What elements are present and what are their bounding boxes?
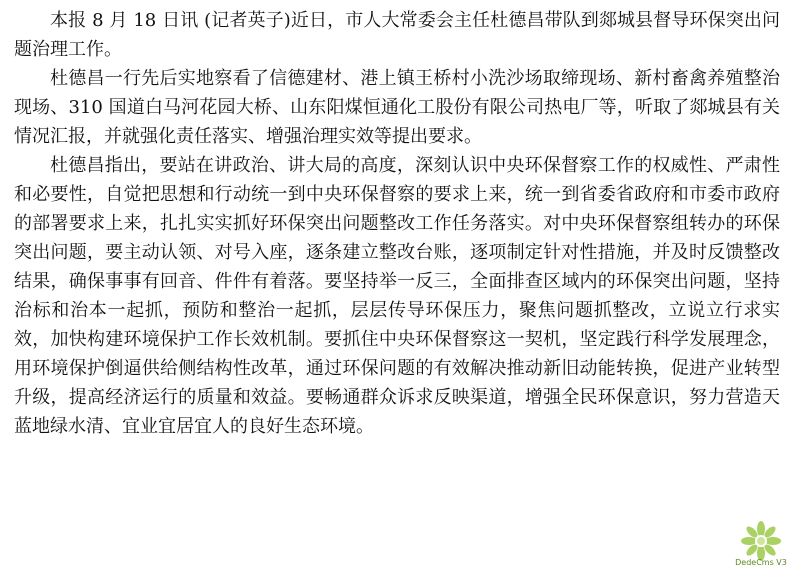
paragraph-lead: 本报 8 月 18 日讯 (记者英子)近日，市人大常委会主任杜德昌带队到郯城县督导环保突出问题治理工作。 bbox=[14, 10, 780, 60]
paragraph-inspection: 杜德昌一行先后实地察看了信德建材、港上镇王桥村小洗沙场取缔现场、新村畜禽养殖整治现场、310 国道白马河花园大桥、山东阳煤恒通化工股份有限公司热电厂等，听取了郯城县有关情况汇报，并就强化责任落实、增强治理实效等提出要求。 bbox=[14, 68, 780, 147]
watermark-text: DedeCms V3 bbox=[735, 558, 787, 567]
flower-logo-icon bbox=[735, 521, 787, 561]
paragraph-remarks: 杜德昌指出，要站在讲政治、讲大局的高度，深刻认识中央环保督察工作的权威性、严肃性和必要性，自觉把思想和行动统一到中央环保督察的要求上来，统一到省委省政府和市委市政府的部署要求上来，扎扎实实抓好环保突出问题整改工作任务落实。对中央环保督察组转办的环保突出问题，要主动认领、对号入座，逐条建立整改台账，逐项制定针对性措施，并及时反馈整改结果，确保事事有回音、件件有着落。要坚持举一反三，全面排查区域内的环保突出问题，坚持治标和治本一起抓，预防和整治一起抓，层层传导环保压力，聚焦问题抓整改，立说立行求实效，加快构建环境保护工作长效机制。要抓住中央环保督察这一契机，坚定践行科学发展理念，用环境保护倒逼供给侧结构性改革，通过环保问题的有效解决推动新旧动能转换，促进产业转型升级，提高经济运行的质量和效益。要畅通群众诉求反映渠道，增强全民环保意识，努力营造天蓝地绿水清、宜业宜居宜人的良好生态环境。 bbox=[14, 155, 780, 437]
article-body bbox=[14, 6, 780, 441]
dedecms-watermark-logo bbox=[735, 521, 787, 567]
